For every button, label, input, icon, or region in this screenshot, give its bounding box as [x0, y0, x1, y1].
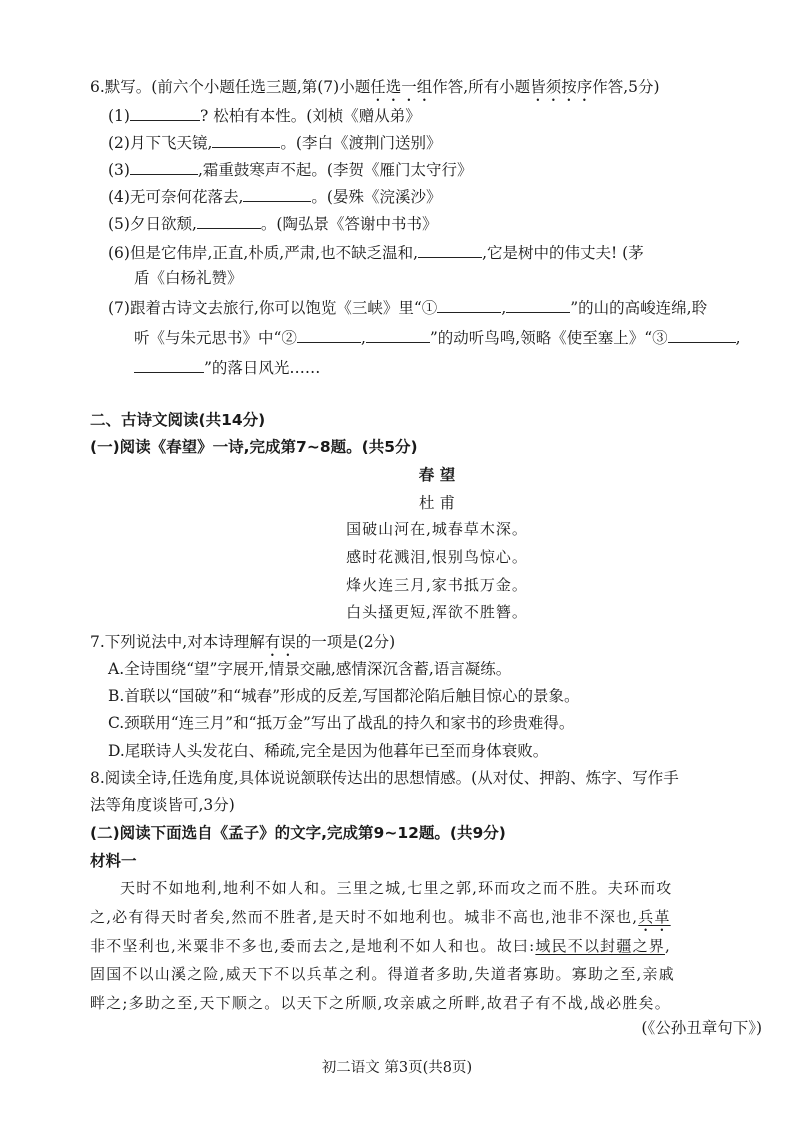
answer-blank[interactable] — [668, 326, 736, 343]
q7-option-b[interactable]: B.首联以“国破”和“城春”形成的反差,写国都沦陷后触目惊心的景象。 — [108, 687, 580, 705]
q7-option-a[interactable]: A.全诗围绕“望”字展开,情景交融,感情深沉含蓄,语言凝练。 — [108, 660, 512, 678]
q6-item-5: (5)夕日欲颓, 。(陶弘景《答谢中书书》 — [108, 212, 437, 235]
answer-blank[interactable] — [130, 158, 198, 175]
answer-blank[interactable] — [134, 356, 204, 373]
passage-emphasis: 兵革 — [638, 908, 671, 926]
passage-line: 固国不以山溪之险,威天下不以兵革之利。得道者多助,失道者寡助。寡助之至,亲戚 — [90, 965, 675, 983]
answer-blank[interactable] — [130, 104, 200, 121]
page-footer: 初二语文 第3页(共8页) — [321, 1060, 473, 1076]
poem-author: 杜 甫 — [419, 494, 455, 512]
q6-item-7: (7)跟着古诗文去旅行,你可以饱览《三峡》里“① , ”的山的高峻连绵,聆 — [108, 296, 707, 319]
passage-underline: 域民不以封疆之界 — [535, 937, 665, 955]
q6-emphasis-2: 皆须按序 — [530, 78, 593, 96]
answer-blank[interactable] — [197, 212, 261, 229]
answer-blank[interactable] — [506, 296, 570, 313]
answer-blank[interactable] — [297, 326, 361, 343]
q6-stem: 6.默写。(前六个小题任选三题,第(7)小题任选一组作答,所有小题皆须按序作答,5分) — [90, 78, 660, 96]
q7-emphasis: 有误 — [264, 633, 296, 651]
passage-line: 天时不如地利,地利不如人和。三里之城,七里之郭,环而攻之而不胜。夫环而攻 — [120, 879, 673, 897]
poem-line: 国破山河在,城春草木深。 — [346, 520, 528, 538]
q6-item-6-cont: 盾《白杨礼赞》 — [134, 269, 243, 287]
passage-source: (《公孙丑章句下》) — [641, 1019, 762, 1037]
passage-line: 非不坚利也,米粟非不多也,委而去之,是地利不如人和也。故曰:域民不以封疆之界, — [90, 937, 671, 955]
passage-line: 之,必有得天时者矣,然而不胜者,是天时不如地利也。城非不高也,池非不深也,兵革 — [90, 908, 671, 926]
q6-item-7-cont1: 听《与朱元思书》中“② , ”的动听鸟鸣,领略《使至塞上》“③ , — [134, 326, 741, 349]
answer-blank[interactable] — [212, 131, 280, 148]
part1-heading: (一)阅读《春望》一诗,完成第7~8题。(共5分) — [90, 438, 418, 456]
q8-stem-cont: 法等角度谈皆可,3分) — [90, 796, 235, 814]
passage-line: 畔之;多助之至,天下顺之。以天下之所顺,攻亲戚之所畔,故君子有不战,战必胜矣。 — [90, 994, 671, 1012]
q6-item-3: (3) ,霜重鼓寒声不起。(李贺《雁门太守行》 — [108, 158, 472, 181]
answer-blank[interactable] — [418, 241, 482, 258]
answer-blank[interactable] — [243, 185, 311, 202]
q6-item-2: (2)月下飞天镜, 。(李白《渡荆门送别》 — [108, 131, 441, 154]
section-title: 二、古诗文阅读(共14分) — [90, 411, 266, 429]
poem-line: 白头搔更短,浑欲不胜簪。 — [346, 603, 528, 621]
q6-emphasis-1: 任选一组 — [370, 78, 433, 96]
poem-line: 感时花溅泪,恨别鸟惊心。 — [346, 548, 528, 566]
answer-blank[interactable] — [366, 326, 430, 343]
q6-item-1: (1) ? 松柏有本性。(刘桢《赠从弟》 — [108, 104, 421, 127]
poem-line: 烽火连三月,家书抵万金。 — [346, 576, 528, 594]
q7-option-c[interactable]: C.颈联用“连三月”和“抵万金”写出了战乱的持久和家书的珍贵难得。 — [108, 714, 575, 732]
part2-heading: (二)阅读下面选自《孟子》的文字,完成第9~12题。(共9分) — [90, 824, 506, 842]
q8-stem: 8.阅读全诗,任选角度,具体说说颔联传达出的思想情感。(从对仗、押韵、炼字、写作手 — [90, 769, 679, 787]
q6-item-6: (6)但是它伟岸,正直,朴质,严肃,也不缺乏温和, ,它是树中的伟丈夫! (茅 — [108, 241, 644, 264]
poem-title: 春 望 — [418, 466, 456, 484]
q7-option-d[interactable]: D.尾联诗人头发花白、稀疏,完全是因为他暮年已至而身体衰败。 — [108, 742, 549, 760]
q6-item-4: (4)无可奈何花落去, 。(晏殊《浣溪沙》 — [108, 185, 441, 208]
q6-item-7-cont2: ”的落日风光…… — [134, 356, 320, 379]
answer-blank[interactable] — [437, 296, 501, 313]
q7-stem: 7.下列说法中,对本诗理解有误的一项是(2分) — [90, 633, 396, 651]
material-label: 材料一 — [90, 852, 137, 870]
